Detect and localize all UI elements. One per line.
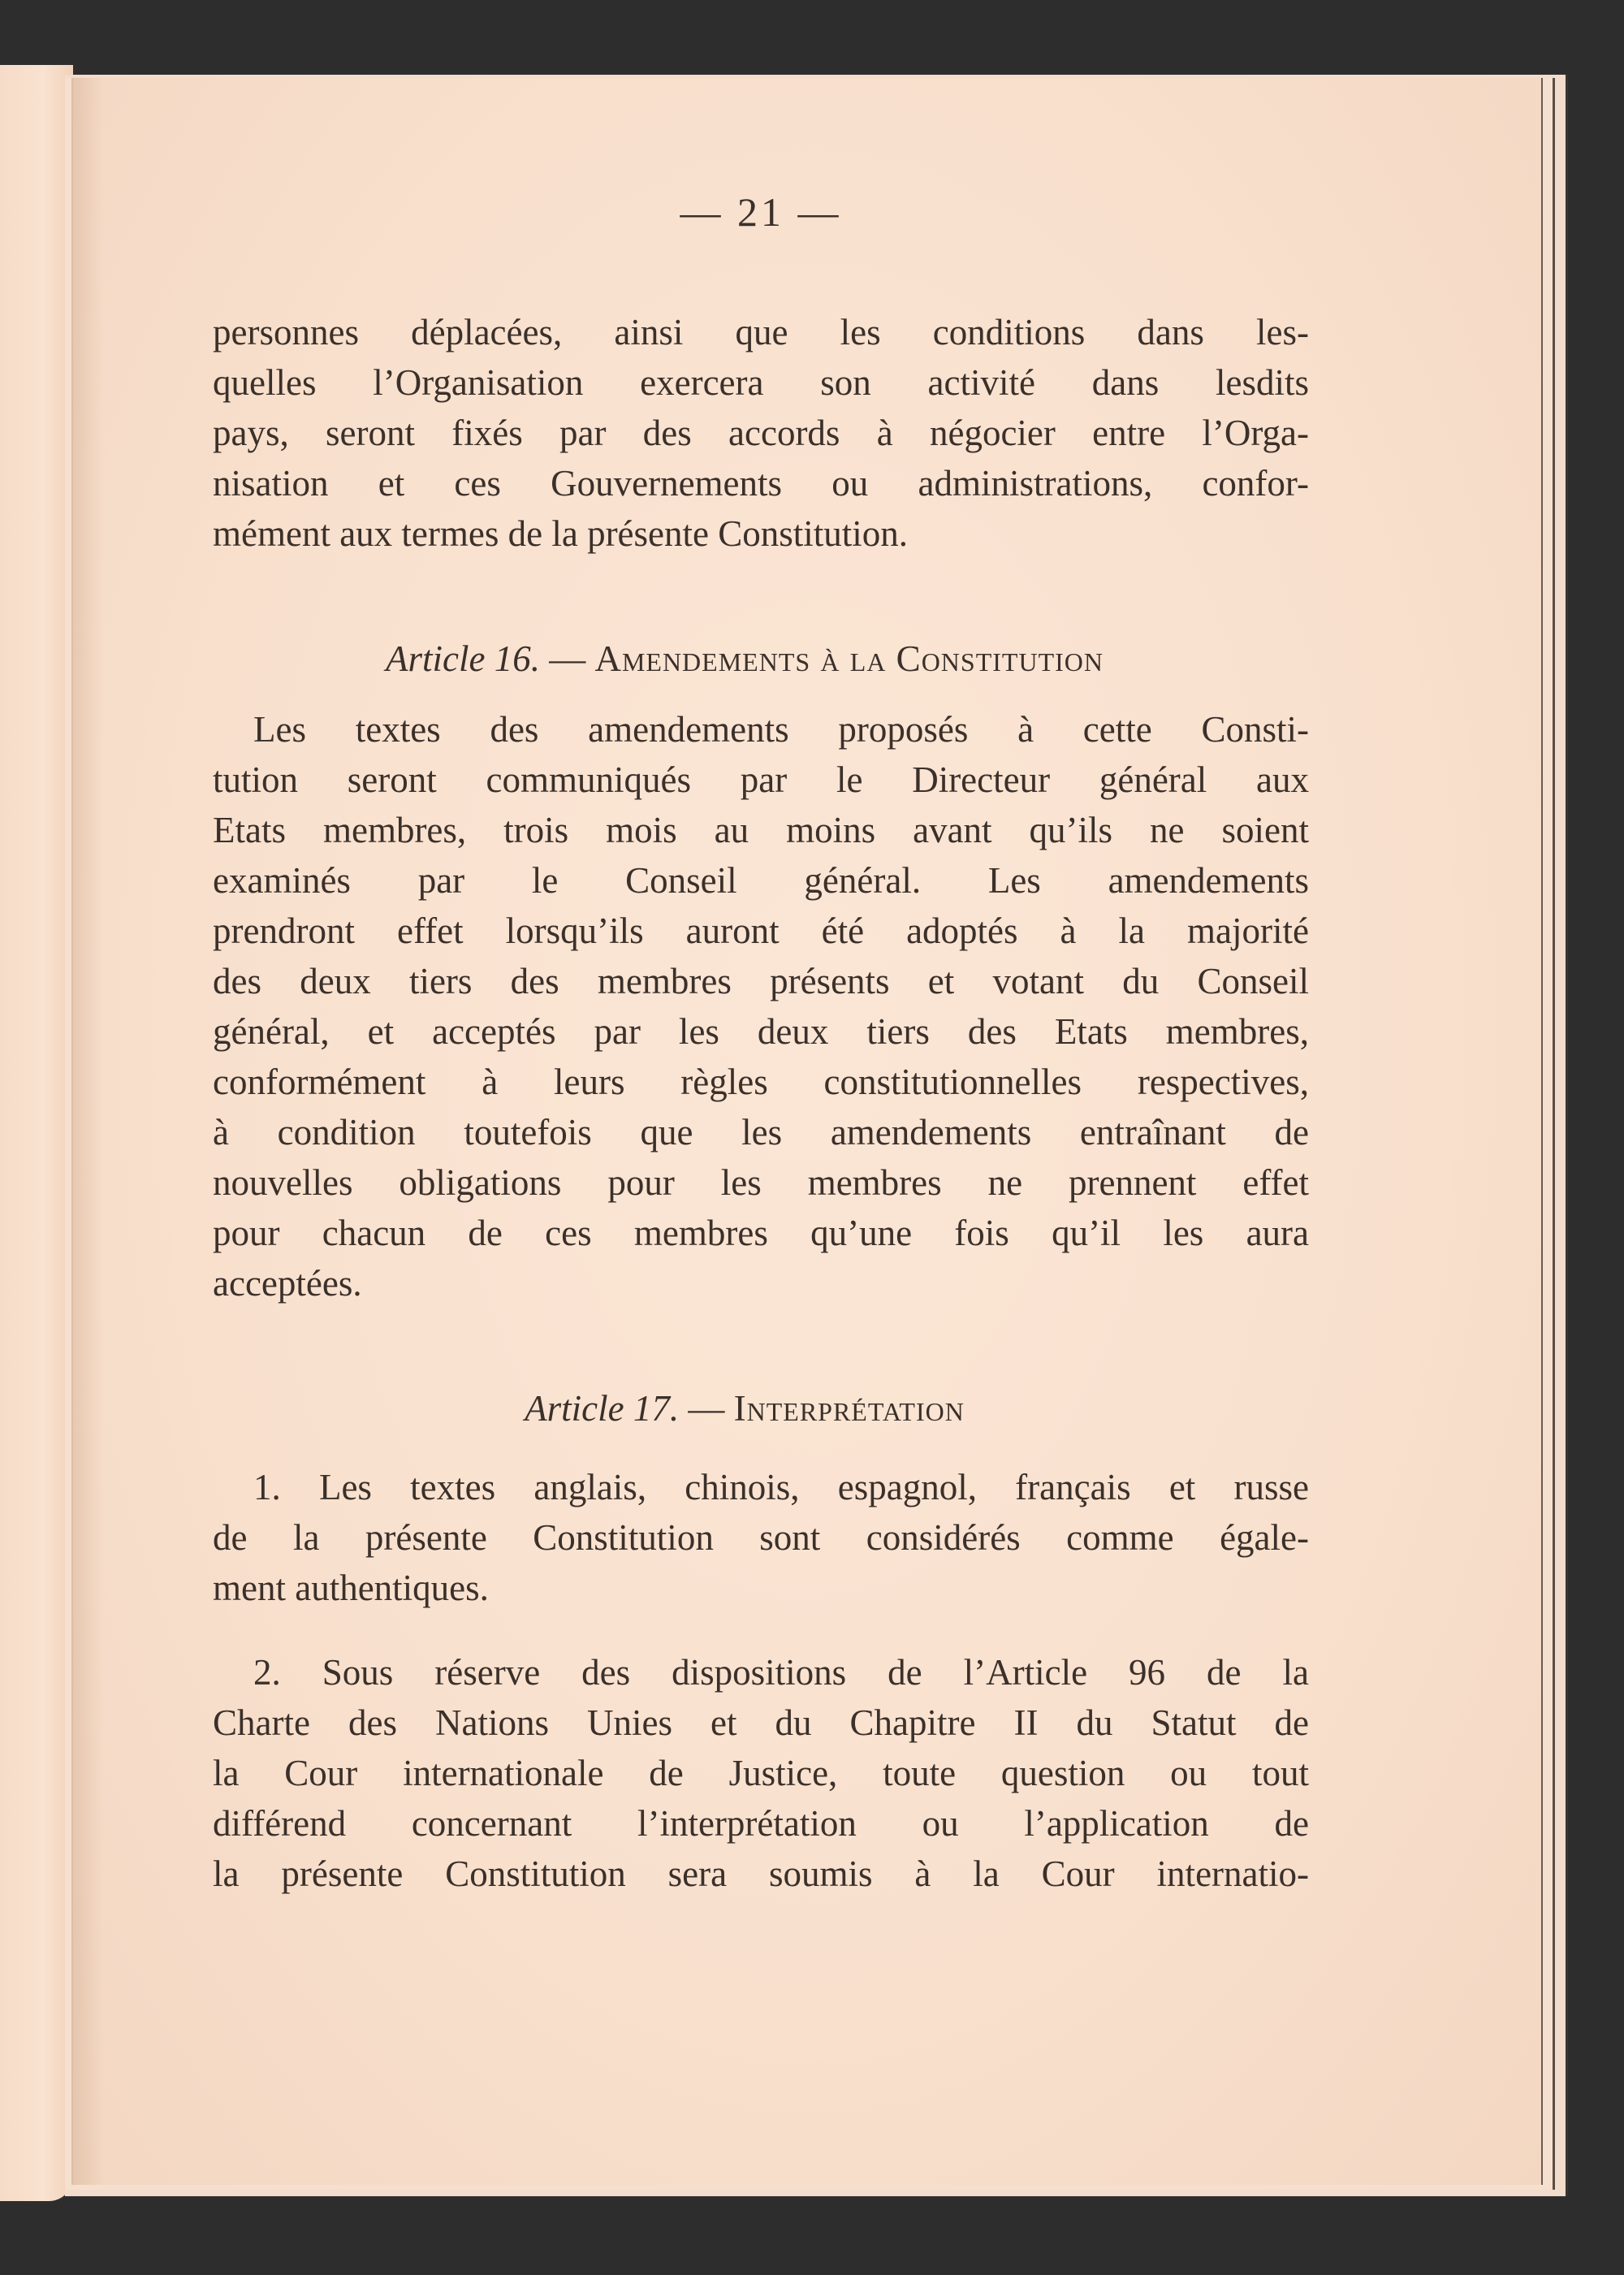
text-line: pays, seront fixés par des accords à négocier entre l’Orga- <box>213 413 1309 453</box>
heading-dash: — <box>679 1388 734 1429</box>
text-line: la présente Constitution sera soumis à la Cour internatio- <box>213 1853 1309 1894</box>
article-17-title: Interprétation <box>733 1388 965 1429</box>
article-16-title: Amendements à la Constitution <box>594 638 1104 679</box>
text-line: conformément à leurs règles constitutionnelles respectives, <box>213 1062 1309 1102</box>
article-17-label: Article 17. <box>525 1388 680 1429</box>
text-line: quelles l’Organisation exercera son activité dans lesdits <box>213 362 1309 403</box>
text-line: général, et acceptés par les deux tiers des Etats membres, <box>213 1011 1309 1052</box>
text-line: à condition toutefois que les amendements entraînant de <box>213 1112 1309 1153</box>
text-line: des deux tiers des membres présents et votant du Conseil <box>213 961 1309 1001</box>
text-line: Les textes des amendements proposés à cette Consti- <box>253 709 1309 750</box>
article-16-heading <box>197 634 1293 684</box>
heading-dash: — <box>539 638 595 679</box>
text-line: personnes déplacées, ainsi que les conditions dans les- <box>213 312 1309 352</box>
text-line: nouvelles obligations pour les membres ne prennent effet <box>213 1162 1309 1203</box>
text-line: Charte des Nations Unies et du Chapitre II du Statut de <box>213 1702 1309 1743</box>
article-16-label: Article 16. <box>385 638 540 679</box>
text-line: différend concernant l’interprétation ou l’application de <box>213 1803 1309 1844</box>
text-line: mément aux termes de la présente Constitution. <box>213 513 909 554</box>
text-line: tution seront communiqués par le Directeur général aux <box>213 759 1309 800</box>
text-line: de la présente Constitution sont considérés comme égale- <box>213 1517 1309 1558</box>
article-17-heading <box>197 1383 1293 1434</box>
text-line: nisation et ces Gouvernements ou administrations, confor- <box>213 463 1309 504</box>
facing-page-edge <box>0 65 73 2201</box>
text-line: acceptées. <box>213 1263 362 1304</box>
text-line: prendront effet lorsqu’ils auront été adoptés à la majorité <box>213 910 1309 951</box>
text-line: la Cour internationale de Justice, toute question ou tout <box>213 1753 1309 1793</box>
text-line: Etats membres, trois mois au moins avant qu’ils ne soient <box>213 810 1309 850</box>
text-line: pour chacun de ces membres qu’une fois qu’il les aura <box>213 1213 1309 1253</box>
gutter-shadow <box>71 78 104 2185</box>
text-line: 2. Sous réserve des dispositions de l’Article 96 de la <box>253 1652 1309 1693</box>
page-number: — 21 — <box>680 189 842 235</box>
text-line: 1. Les textes anglais, chinois, espagnol, français et russe <box>253 1467 1309 1507</box>
text-line: examinés par le Conseil général. Les amendements <box>213 860 1309 901</box>
text-line: ment authentiques. <box>213 1568 489 1608</box>
